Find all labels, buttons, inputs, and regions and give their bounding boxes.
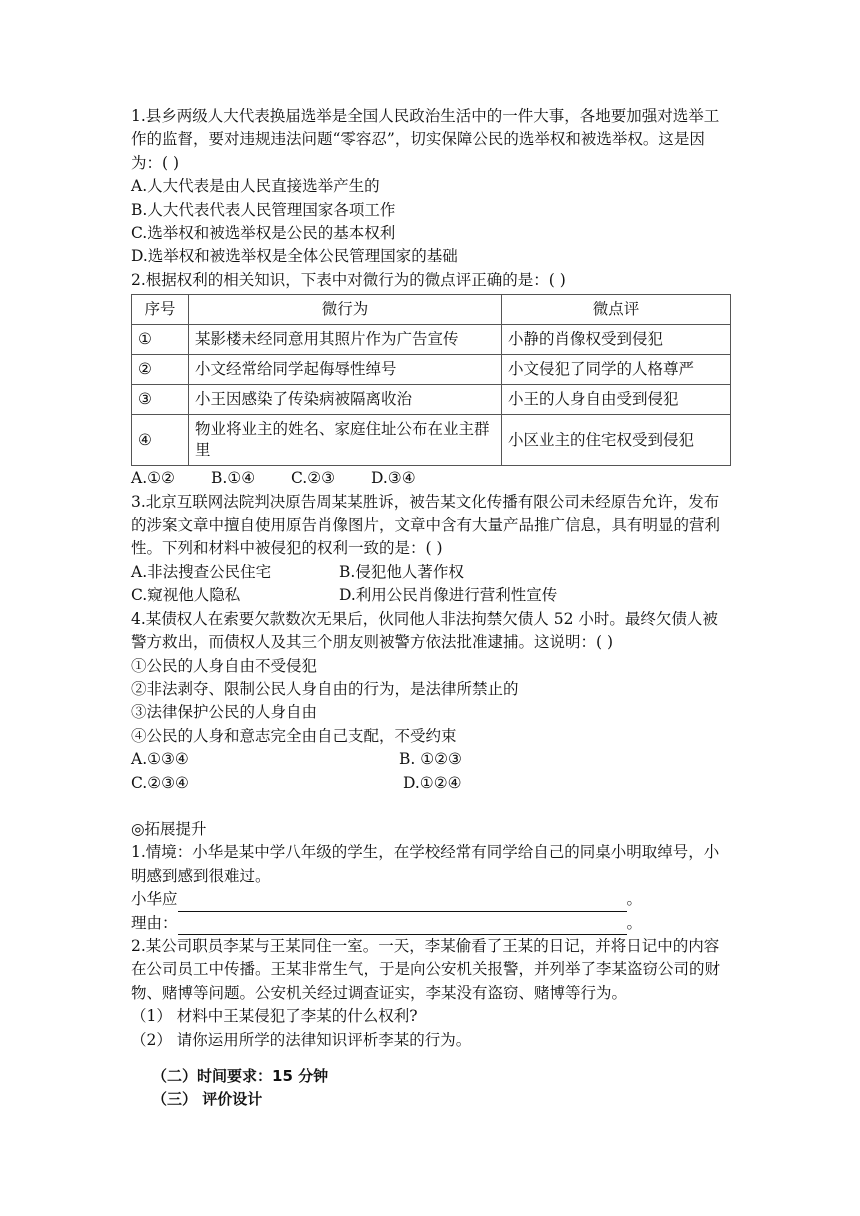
row-index: ② (132, 355, 189, 385)
q3-option-c: C.窥视他人隐私 (131, 586, 241, 605)
q4-item-1: ①公民的人身自由不受侵犯 (131, 656, 318, 675)
table-header-row (132, 295, 731, 325)
q4-options-row-2 (131, 772, 731, 795)
row-comment: 小区业主的住宅权受到侵犯 (502, 415, 731, 466)
row-behavior: 物业将业主的姓名、家庭住址公布在业主群里 (189, 415, 502, 466)
row-index: ④ (132, 415, 189, 466)
extension-heading: ◎拓展提升 (131, 819, 207, 838)
ext-q1-should-line (131, 888, 731, 911)
row-behavior: 小王因感染了传染病被隔离收治 (189, 385, 502, 415)
ext-q1-reason-line (131, 912, 731, 935)
table-row (132, 385, 731, 415)
q3-options-row-2 (131, 584, 731, 607)
q2-options (131, 467, 731, 490)
q4-option-c: C.②③④ (131, 773, 189, 792)
table-row (132, 415, 731, 466)
document-page (131, 105, 731, 1111)
row-index: ③ (132, 385, 189, 415)
q1-stem: 1.县乡两级人大代表换届选举是全国人民政治生活中的一件大事，各地要加强对选举工作的监督，要对违规违法问题“零容忍”，切实保障公民的选举权和被选举权。这是因为：( ) (131, 107, 720, 172)
ext-q2-text: 2.某公司职员李某与王某同住一室。一天，李某偷看了王某的日记，并将日记中的内容在公司员工中传播。王某非常生气，于是向公安机关报警，并列举了李某盗窃公司的财物、赌博等问题。公安机关经过调查证实，李某没有盗窃、赌博等行为。 (131, 936, 721, 1002)
row-comment: 小文侵犯了同学的人格尊严 (502, 355, 731, 385)
q4-stem: 4.某债权人在索要欠款数次无果后，伙同他人非法拘禁欠债人 52 小时。最终欠债人被警方救出，而债权人及其三个朋友则被警方依法批准逮捕。这说明：( ) (131, 609, 718, 652)
q2-table (131, 294, 731, 466)
q4-item-2: ②非法剥夺、限制公民人身自由的行为，是法律所禁止的 (131, 679, 519, 698)
q1-option-a: A.人大代表是由人民直接选举产生的 (131, 177, 380, 196)
q2-stem: 2.根据权利的相关知识，下表中对微行为的微点评正确的是：( ) (131, 270, 566, 289)
ext-q1-reason-label: 理由： (131, 913, 178, 932)
ext-q1-should-end: 。 (626, 890, 643, 909)
header-behavior: 微行为 (189, 295, 502, 325)
q2-option-b: B.①④ (211, 469, 256, 488)
q4-item-4: ④公民的人身和意志完全由自己支配，不受约束 (131, 726, 457, 745)
q3-option-b: B.侵犯他人著作权 (339, 562, 464, 581)
header-index: 序号 (132, 295, 189, 325)
section-evaluation-design: （三） 评价设计 (152, 1090, 263, 1108)
row-index: ① (132, 325, 189, 355)
row-comment: 小王的人身自由受到侵犯 (502, 385, 731, 415)
q4-option-a: A.①③④ (131, 750, 189, 769)
q2-option-d: D.③④ (371, 469, 416, 488)
q2-option-c: C.②③ (291, 469, 336, 488)
answer-blank-should[interactable] (178, 893, 627, 912)
q4-options-row-1 (131, 748, 731, 771)
q1-option-d: D.选举权和被选举权是全体公民管理国家的基础 (131, 247, 458, 266)
q3-option-a: A.非法搜查公民住宅 (131, 562, 272, 581)
ext-q2-sub1: （1） 材料中王某侵犯了李某的什么权利? (131, 1007, 418, 1026)
q2-option-a: A.①② (131, 469, 175, 488)
ext-q1-should-label: 小华应 (131, 890, 178, 909)
section-time-requirement: （二）时间要求：15 分钟 (152, 1067, 329, 1085)
q1-option-b: B.人大代表代表人民管理国家各项工作 (131, 200, 396, 219)
q3-option-d: D.利用公民肖像进行营利性宣传 (339, 586, 558, 605)
q4-option-d: D.①②④ (403, 773, 462, 792)
q3-options-row-1 (131, 561, 731, 584)
row-comment: 小静的肖像权受到侵犯 (502, 325, 731, 355)
row-behavior: 某影楼未经同意用其照片作为广告宣传 (189, 325, 502, 355)
ext-q1-text: 1.情境：小华是某中学八年级的学生，在学校经常有同学给自己的同桌小明取绰号，小明感到感到很难过。 (131, 843, 720, 885)
header-comment: 微点评 (502, 295, 731, 325)
ext-q2-sub2: （2） 请你运用所学的法律知识评析李某的行为。 (131, 1030, 472, 1049)
table-row (132, 325, 731, 355)
q4-option-b: B. ①②③ (399, 750, 462, 769)
q4-item-3: ③法律保护公民的人身自由 (131, 703, 318, 722)
answer-blank-reason[interactable] (178, 916, 627, 935)
q3-stem: 3.北京互联网法院判决原告周某某胜诉，被告某文化传播有限公司未经原告允许，发布的涉案文章中擅自使用原告肖像图片，文章中含有大量产品推广信息，具有明显的营利性。下列和材料中被侵犯的权利一致的是：( ) (131, 492, 721, 558)
table-row (132, 355, 731, 385)
row-behavior: 小文经常给同学起侮辱性绰号 (189, 355, 502, 385)
q1-option-c: C.选举权和被选举权是公民的基本权利 (131, 224, 396, 243)
ext-q1-reason-end: 。 (626, 913, 643, 932)
